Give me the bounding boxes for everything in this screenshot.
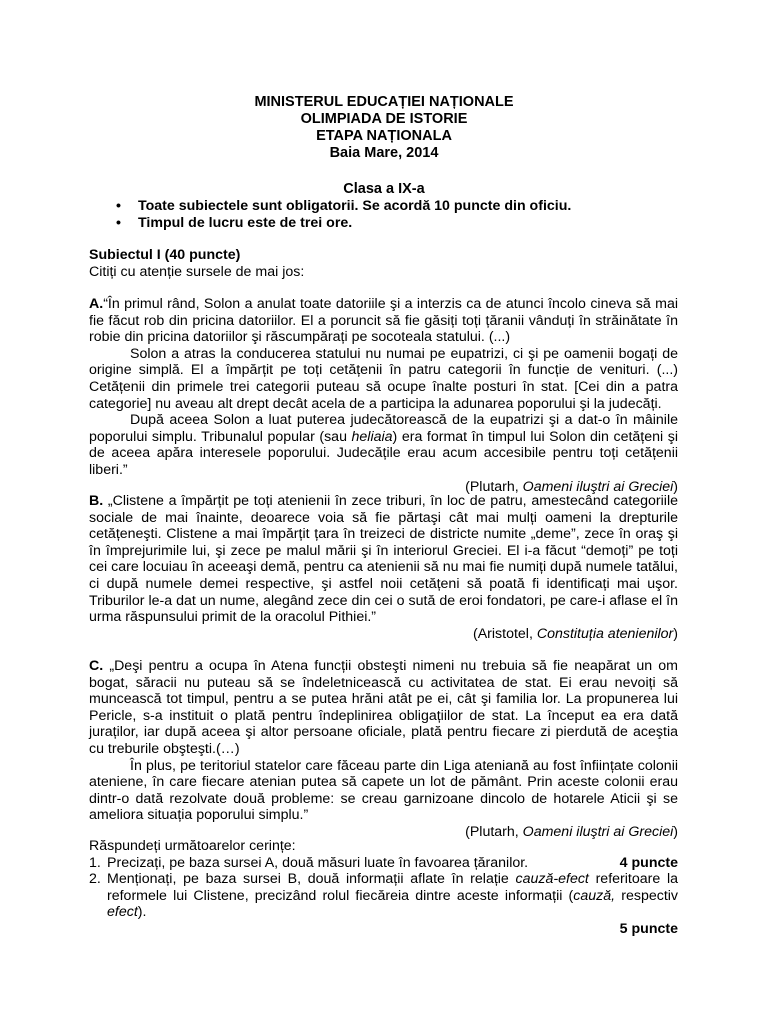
rules-list <box>112 198 672 232</box>
requirement-text: referitoare la reformele lui Clistene, precizând rolul fiecăreia dintre aceste informații ( <box>107 871 678 904</box>
requirement-points: 4 puncte <box>619 854 678 871</box>
source-b-paragraph: „Clistene a împărțit pe toți atenienii în zece triburi, în loc de patru, amestecând categoriile sociale de mai înainte, deoarece voia să fie părtaşi cât mai mulți oameni la drepturile cetățeneşti. Clistene a mai împărțit țara în treizeci de districte numite „deme”, zece în oraş şi în împrejurimile lui, şi zece pe malul mării şi în interiorul Greciei. El i-a făcut “demoți” pe toți cei care locuiau în aceeaşi demă, pentru ca atenienii să nu mai fie numiți după numele tatălui, ci după numele demei respective, şi astfel noii cetățeni să poată fi identificați mai uşor. Triburilor le-a dat un nume, alegând zece din cei o sută de eroi fondatori, pe care-i aflase el în urma răspunsului primit de la oracolul Pithiei.” <box>89 493 678 626</box>
citation-author: (Plutarh, <box>465 478 523 495</box>
ministry-title: MINISTERUL EDUCAȚIEI NAȚIONALE <box>254 94 514 110</box>
source-b <box>89 493 678 642</box>
source-c <box>89 658 678 841</box>
requirement-item <box>89 871 678 937</box>
class-title: Clasa a IX-a <box>343 181 425 197</box>
citation-work: Oameni iluştri ai Greciei <box>522 478 674 495</box>
location-date: Baia Mare, 2014 <box>329 145 439 161</box>
subject-title: Subiectul I (40 puncte) <box>89 247 241 263</box>
olympiad-title: OLIMPIADA DE ISTORIE <box>300 111 468 127</box>
requirement-text: Precizați, pe baza sursei A, două măsuri luate în favoarea țăranilor. <box>107 854 529 871</box>
requirement-number: 2. <box>89 871 101 888</box>
requirement-text: ). <box>137 904 147 921</box>
citation-work: Constituția atenienilor <box>536 625 674 642</box>
requirement-text-italic: efect <box>107 904 138 921</box>
citation-author: (Plutarh, <box>465 823 523 840</box>
requirement-item <box>89 855 678 872</box>
source-a-paragraph-1: “În primul rând, Solon a anulat toate datoriile şi a interzis ca de atunci încolo cineva să mai fie făcut rob din pricina datoriilor. El a poruncit să fie găsiți toți țăranii vânduți în străinătate în robie din pricina datoriilor şi răscumpărați pe socoteala statului. (...) <box>89 296 678 346</box>
citation-work: Oameni iluştri ai Greciei <box>522 823 674 840</box>
source-c-label: C. <box>89 658 104 674</box>
source-a-label: A. <box>89 296 104 312</box>
source-c-paragraph-2: În plus, pe teritoriul statelor care făceau parte din Liga ateniană au fost înființate colonii ateniene, în care fiecare atenian putea să capete un lot de pământ. Prin aceste colonii erau dintr-o dată rezolvate două probleme: se creau garnizoane dincolo de hotarele Aticii şi se ameliora situația poporului simplu.” <box>89 757 678 824</box>
rule-item: • Toate subiectele sunt obligatorii. Se acordă 10 puncte din oficiu. <box>112 198 672 215</box>
source-a-heliaia: heliaia <box>351 428 393 445</box>
citation-author: (Aristotel, <box>472 625 537 642</box>
source-a <box>89 296 678 495</box>
source-a-paragraph-2: Solon a atras la conducerea statului nu numai pe eupatrizi, ci şi pe oamenii bogați de origine simplă. El a împărțit pe toți cetățenii în patru categorii în funcție de venituri. (...) Cetățenii din primele trei categorii puteau să ocupe înalte posturi în stat. [Cei din a patra categorie] nu aveau alt drept decât acela de a participa la adunarea poporului şi la judecăți. <box>89 345 678 412</box>
requirement-text-italic: cauză-efect <box>515 871 589 888</box>
source-a-paragraph-3-end: ) era format în timpul lui Solon din cetățeni şi de aceea apăra interesele poporului. Judecățile erau acum accesibile pentru toți cetățenii liberi.” <box>89 428 678 478</box>
stage-title: ETAPA NAȚIONALA <box>316 128 452 144</box>
requirement-text: respectiv <box>615 887 679 904</box>
subject-intro: Citiți cu atenție sursele de mai jos: <box>89 264 305 280</box>
source-b-citation <box>89 626 678 643</box>
requirement-text: Menționați, pe baza sursei B, două informații aflate în relație <box>107 871 516 888</box>
requirement-text-italic: cauză, <box>573 887 616 904</box>
citation-close: ) <box>673 823 678 840</box>
source-a-paragraph-3-start: După aceea Solon a luat puterea judecătorească de la eupatrizi şi a dat-o în mâinile poporului simplu. Tribunalul popular (sau <box>89 412 678 445</box>
requirements <box>89 838 678 938</box>
citation-close: ) <box>673 625 678 642</box>
document-header <box>0 94 768 162</box>
requirement-points: 5 puncte <box>619 920 678 937</box>
rule-item: • Timpul de lucru este de trei ore. <box>112 215 672 232</box>
requirements-intro: Răspundeți următoarelor cerințe: <box>89 838 296 854</box>
requirement-number: 1. <box>89 854 101 871</box>
source-b-label: B. <box>89 493 104 509</box>
source-c-paragraph-1: „Deşi pentru a ocupa în Atena funcții obsteşti nimeni nu trebuia să fie neapărat un om bogat, săracii nu puteau să se îndeletnicească cu activitatea de stat. Ei erau nevoiți să muncească tot timpul, pentru a se putea hrăni atât pe ei, cât şi familia lor. La propunerea lui Pericle, s-a instituit o plată pentru îndeplinirea obligațiilor de stat. La început ea era dată juraților, iar după aceea şi altor persoane oficiale, plată pentru fiecare zi pierdută de aceştia cu treburile obşteşti.(…) <box>89 658 678 757</box>
citation-close: ) <box>673 478 678 495</box>
requirements-list <box>89 855 678 938</box>
